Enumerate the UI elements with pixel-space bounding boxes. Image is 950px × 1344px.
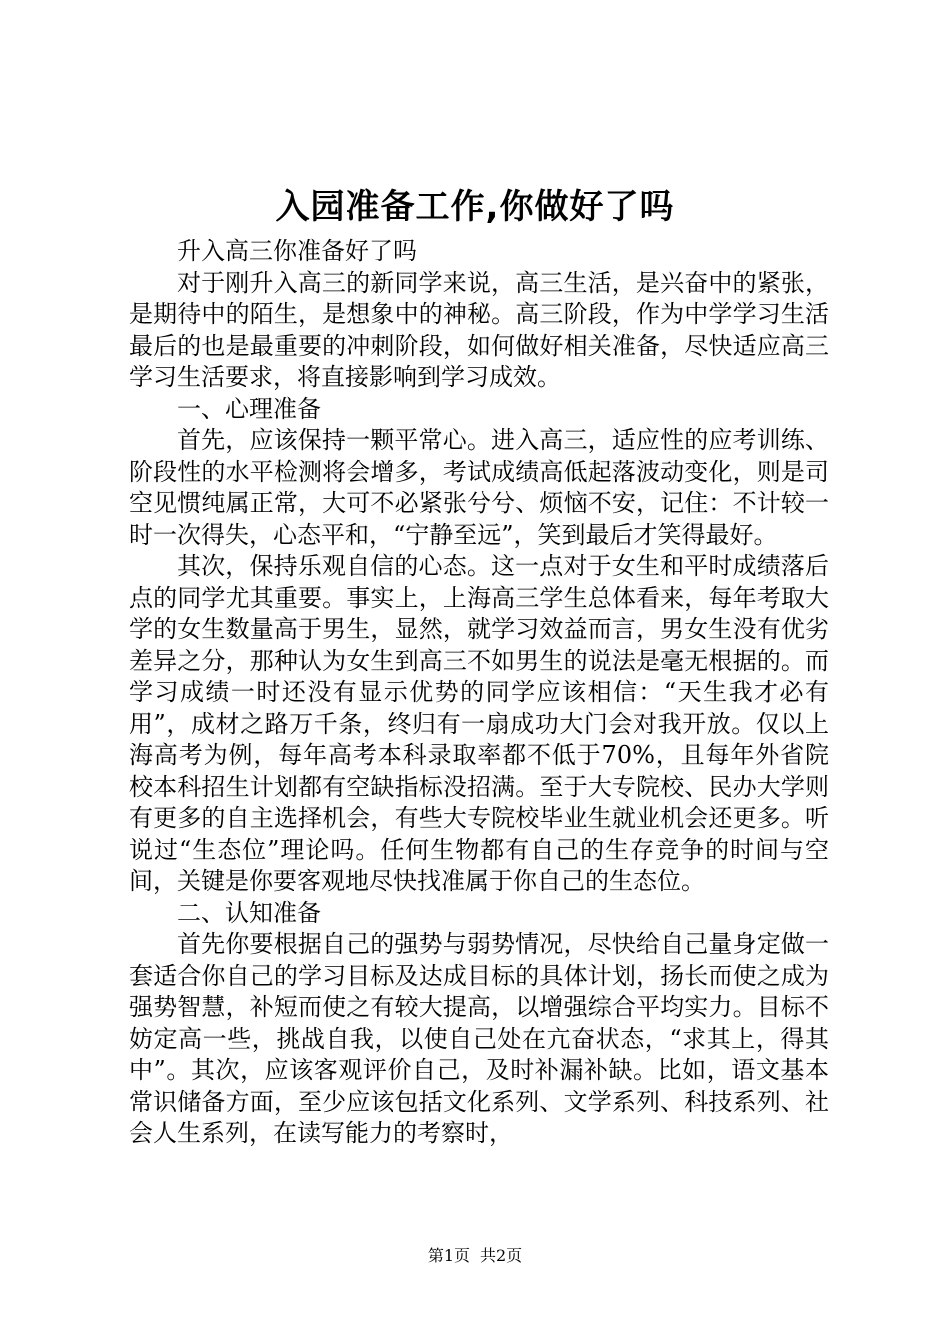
paragraph-intro-heading: 升入高三你准备好了吗 <box>177 237 417 265</box>
paragraph: 首先，应该保持一颗平常心。进入高三，适应性的应考训练、阶段性的水平检测将会增多，考试成绩高低起落波动变化，则是司空见惯纯属正常，大可不必紧张兮兮、烦恼不安，记住：不计较一时一次得失，心态平和，“宁静至远”，笑到最后才笑得最好。 <box>129 426 829 549</box>
paragraph: 首先你要根据自己的强势与弱势情况，尽快给自己量身定做一套适合你自己的学习目标及达成目标的具体计划，扬长而使之成为强势智慧，补短而使之有较大提高，以增强综合平均实力。目标不妨定高一些，挑战自我，以使自己处在亢奋状态，“求其上，得其中”。其次，应该客观评价自己，及时补漏补缺。比如，语文基本常识储备方面，至少应该包括文化系列、文学系列、科技系列、社会人生系列，在读写能力的考察时， <box>129 930 829 1147</box>
page-footer <box>0 1245 950 1267</box>
page-number: 第1页 <box>427 1246 470 1265</box>
paragraph: 对于刚升入高三的新同学来说，高三生活，是兴奋中的紧张，是期待中的陌生，是想象中的神秘。高三阶段，作为中学学习生活最后的也是最重要的冲刺阶段，如何做好相关准备，尽快适应高三学习生活要求，将直接影响到学习成效。 <box>129 268 829 391</box>
section-heading: 二、认知准备 <box>177 898 321 927</box>
document-title: 入园准备工作,你做好了吗 <box>275 187 675 227</box>
document-body <box>129 236 829 1150</box>
section-heading: 一、心理准备 <box>177 394 321 423</box>
paragraph: 其次，保持乐观自信的心态。这一点对于女生和平时成绩落后点的同学尤其重要。事实上，上海高三学生总体看来，每年考取大学的女生数量高于男生，显然，就学习效益而言，男女生没有优劣差异之分，那种认为女生到高三不如男生的说法是毫无根据的。而学习成绩一时还没有显示优势的同学应该相信：“天生我才必有用”，成材之路万千条，终归有一扇成功大门会对我开放。仅以上海高考为例，每年高考本科录取率都不低于70%，且每年外省院校本科招生计划都有空缺指标没招满。至于大专院校、民办大学则有更多的自主选择机会，有些大专院校毕业生就业机会还更多。听说过“生态位”理论吗。任何生物都有自己的生存竞争的时间与空间，关键是你要客观地尽快找准属于你自己的生态位。 <box>129 552 829 895</box>
page-total: 共2页 <box>480 1246 523 1265</box>
